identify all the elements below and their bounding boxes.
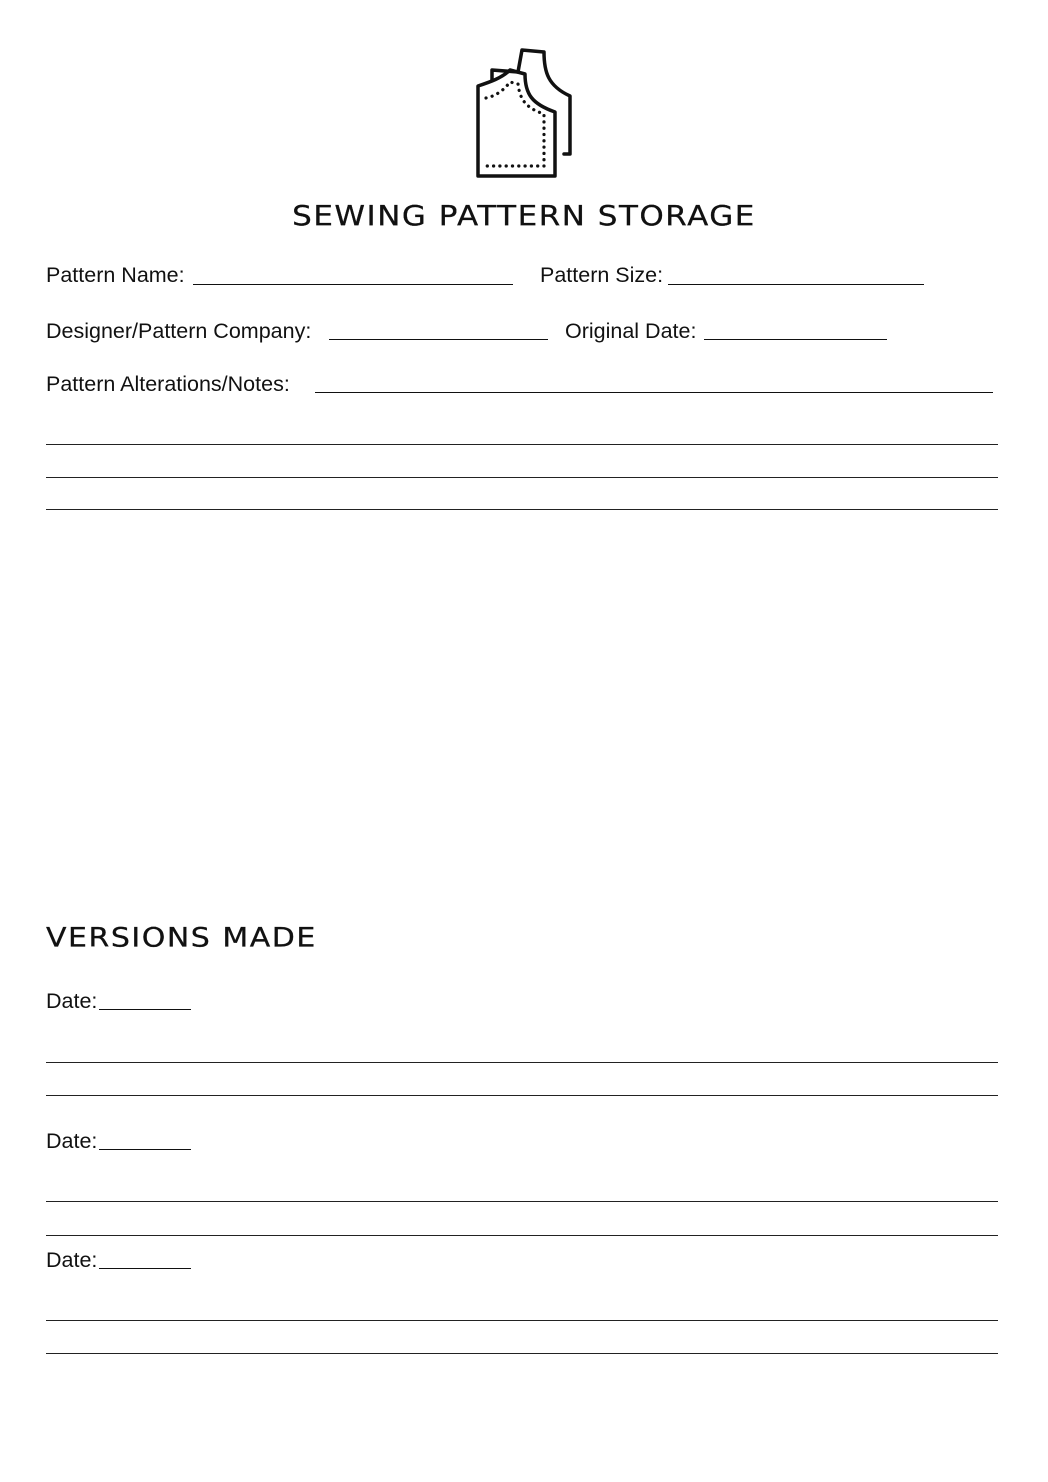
pattern-size-label: Pattern Size: — [540, 263, 664, 287]
notes-line-2[interactable] — [46, 477, 998, 478]
version-date-label: Date: — [46, 989, 98, 1013]
notes-field[interactable] — [315, 392, 993, 393]
designer-label: Designer/Pattern Company: — [46, 319, 312, 343]
notes-label: Pattern Alterations/Notes: — [46, 372, 290, 396]
pattern-name-label: Pattern Name: — [46, 263, 185, 287]
version-2-line-2[interactable] — [46, 1235, 998, 1236]
pattern-size-field[interactable] — [668, 284, 924, 285]
sewing-pattern-bodice-icon — [470, 42, 580, 182]
notes-line-1[interactable] — [46, 444, 998, 445]
version-2-date-field[interactable] — [99, 1149, 191, 1150]
notes-line-3[interactable] — [46, 509, 998, 510]
version-3-line-2[interactable] — [46, 1353, 998, 1354]
original-date-label: Original Date: — [565, 319, 697, 343]
page-title: SEWING PATTERN STORAGE — [292, 199, 756, 233]
version-date-label: Date: — [46, 1248, 98, 1272]
original-date-field[interactable] — [704, 339, 887, 340]
pattern-name-field[interactable] — [193, 284, 513, 285]
version-1-line-1[interactable] — [46, 1062, 998, 1063]
version-1-line-2[interactable] — [46, 1095, 998, 1096]
version-2-line-1[interactable] — [46, 1201, 998, 1202]
version-1-date-field[interactable] — [99, 1009, 191, 1010]
designer-field[interactable] — [329, 339, 548, 340]
version-3-date-field[interactable] — [99, 1268, 191, 1269]
version-3-line-1[interactable] — [46, 1320, 998, 1321]
version-date-label: Date: — [46, 1129, 98, 1153]
versions-heading: VERSIONS MADE — [46, 922, 317, 954]
